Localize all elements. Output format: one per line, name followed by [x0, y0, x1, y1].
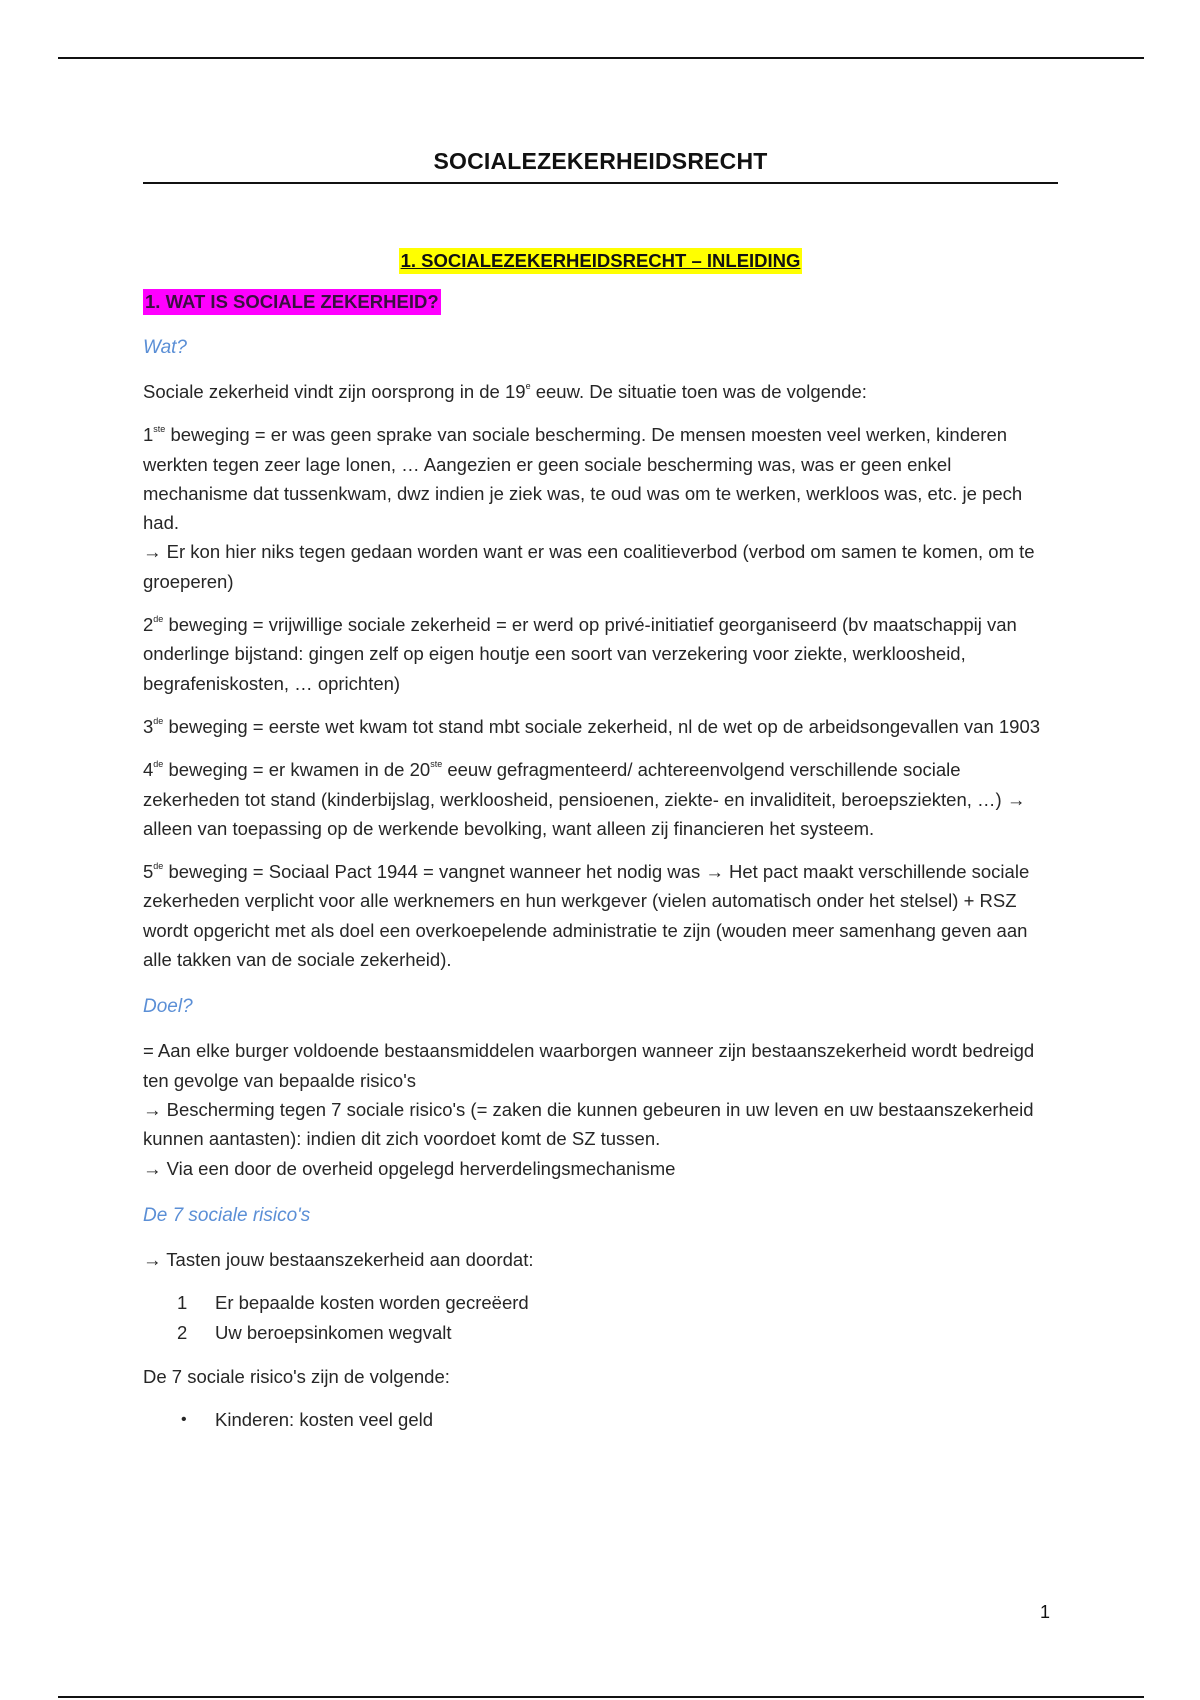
paragraph-beweging-2: 2de beweging = vrijwillige sociale zekerheid = er werd op privé-initiatief georganiseerd (bv maatschappij van onderlinge bijstand: gingen zelf op eigen houtje een soort van verzekering voor ziekte, werkloosheid, begrafeniskosten, … oprichten) [143, 614, 1017, 694]
intro-paragraph: Sociale zekerheid vindt zijn oorsprong in de 19e eeuw. De situatie toen was de volgende: [143, 381, 867, 402]
chapter-heading-wrap [143, 248, 1058, 274]
paragraph-risicos-intro: → Tasten jouw bestaanszekerheid aan doordat: [143, 1248, 534, 1270]
subheading-doel: Doel? [143, 996, 193, 1018]
numbered-list [143, 1288, 1058, 1348]
list-item: • Kinderen: kosten veel geld [143, 1405, 1058, 1435]
list-item: 1 Er bepaalde kosten worden gecreëerd [177, 1292, 529, 1314]
document-title: SOCIALEZEKERHEIDSRECHT [143, 148, 1058, 184]
footer-rule [58, 1696, 1144, 1698]
bullet-icon: • [181, 1411, 187, 1429]
document-page [143, 140, 1058, 1435]
arrow-line: → Er kon hier niks tegen gedaan worden want er was een coalitieverbod (verbod om samen te komen, om te groeperen) [143, 541, 1035, 592]
subheading-risicos: De 7 sociale risico's [143, 1204, 311, 1226]
paragraph-beweging-3: 3de beweging = eerste wet kwam tot stand mbt sociale zekerheid, nl de wet op de arbeidsongevallen van 1903 [143, 715, 1041, 737]
bullet-list [143, 1405, 1058, 1435]
paragraph-beweging-5: 5de beweging = Sociaal Pact 1944 = vangnet wanneer het nodig was → Het pact maakt verschillende sociale zekerheden verplicht voor alle werknemers en hun werkgever (vielen automatisch onder het stelsel) + RSZ wordt opgericht met als doel een overkoepelende administratie te zijn (wouden meer samenhang geven aan alle takken van de sociale zekerheid). [143, 861, 1030, 971]
paragraph-beweging-4: 4de beweging = er kwamen in de 20ste eeuw gefragmenteerd/ achtereenvolgend verschillende sociale zekerheden tot stand (kinderbijslag, werkloosheid, pensioenen, ziekte- en invaliditeit, beroepsziekten, …) → alleen van toepassing op de werkende bevolking, want alleen zij financieren het systeem. [143, 759, 1026, 839]
page-number: 1 [1040, 1602, 1051, 1622]
list-item: 2 Uw beroepsinkomen wegvalt [177, 1322, 452, 1344]
subheading-wat: Wat? [143, 337, 188, 358]
paragraph-beweging-1: 1ste beweging = er was geen sprake van sociale bescherming. De mensen moesten veel werken, kinderen werkten tegen zeer lage lonen, … Aangezien er geen sociale bescherming was, was er geen enkel mechanisme dat tussenkwam, dwz indien je ziek was, te oud was om te werken, werkloos was, etc. je pech had. → Er kon hier niks tegen gedaan worden want er was een coalitieverbod (verbod om samen te komen, om te groeperen) [143, 424, 1035, 592]
section-heading: 1. WAT IS SOCIALE ZEKERHEID? [143, 289, 441, 315]
paragraph-doel: = Aan elke burger voldoende bestaansmiddelen waarborgen wanneer zijn bestaanszekerheid wordt bedreigd ten gevolge van bepaalde risico's → Bescherming tegen 7 sociale risico's (= zaken die kunnen gebeuren in uw leven en uw bestaanszekerheid kunnen aantasten): indien dit zich voordoet komt de SZ tussen. → Via een door de overheid opgelegd herverdelingsmechanisme [143, 1040, 1035, 1179]
paragraph-list-intro: De 7 sociale risico's zijn de volgende: [143, 1366, 450, 1388]
header-rule [58, 57, 1144, 59]
section-heading-wrap [143, 274, 1058, 315]
chapter-heading: 1. SOCIALEZEKERHEIDSRECHT – INLEIDING [399, 248, 803, 274]
